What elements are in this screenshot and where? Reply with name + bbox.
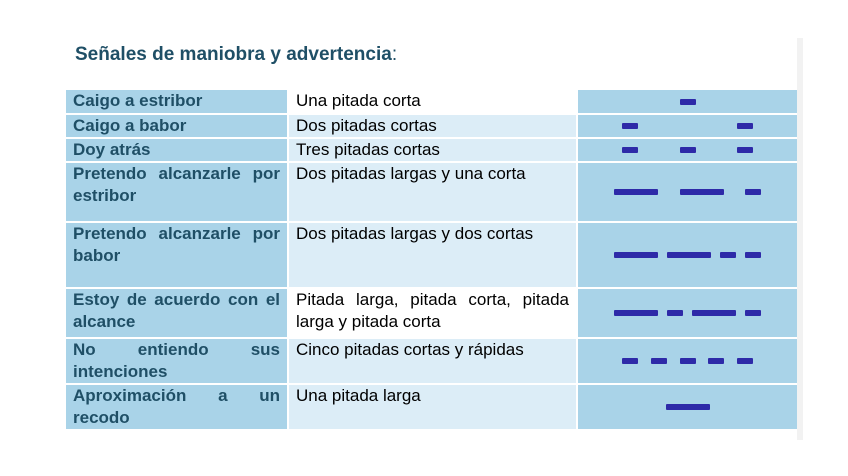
short-blast-dash [680, 99, 696, 105]
signal-description: Una pitada larga [288, 384, 577, 430]
pattern-graphic [578, 289, 797, 337]
whistle-pattern [577, 222, 797, 288]
whistle-pattern [577, 114, 797, 138]
page-edge-strip [797, 38, 803, 440]
title-colon: : [391, 44, 398, 65]
long-blast-dash [667, 252, 711, 258]
long-blast-dash [614, 189, 658, 195]
table-row [66, 138, 797, 162]
short-blast-dash [622, 123, 638, 129]
table-row [66, 222, 797, 288]
title-text: Señales de maniobra y advertencia [75, 44, 392, 65]
pattern-graphic [578, 223, 797, 287]
short-blast-dash [737, 123, 753, 129]
long-blast-dash [692, 310, 736, 316]
table-row [66, 162, 797, 222]
short-blast-dash [708, 358, 724, 364]
long-blast-dash [614, 310, 658, 316]
table-row [66, 90, 797, 114]
short-blast-dash [745, 189, 761, 195]
table-row [66, 384, 797, 430]
long-blast-dash [614, 252, 658, 258]
signal-name: Aproximación a un recodo [66, 384, 288, 430]
whistle-pattern [577, 338, 797, 384]
signal-description: Tres pitadas cortas [288, 138, 577, 162]
table-row [66, 114, 797, 138]
signal-description: Dos pitadas cortas [288, 114, 577, 138]
whistle-pattern [577, 288, 797, 338]
short-blast-dash [680, 358, 696, 364]
short-blast-dash [651, 358, 667, 364]
signal-name: Caigo a estribor [66, 90, 288, 114]
short-blast-dash [680, 147, 696, 153]
signal-name: Estoy de acuerdo con el alcance [66, 288, 288, 338]
long-blast-dash [666, 404, 710, 410]
pattern-graphic [578, 90, 797, 113]
table-row [66, 338, 797, 384]
signal-description: Cinco pitadas cortas y rápidas [288, 338, 577, 384]
signal-description: Dos pitadas largas y una corta [288, 162, 577, 222]
signal-description: Una pitada corta [288, 90, 577, 114]
short-blast-dash [622, 147, 638, 153]
signal-description: Dos pitadas largas y dos cortas [288, 222, 577, 288]
signal-name: Caigo a babor [66, 114, 288, 138]
page-title [75, 44, 397, 66]
pattern-graphic [578, 139, 797, 161]
short-blast-dash [622, 358, 638, 364]
signal-description: Pitada larga, pitada corta, pitada larga y pitada corta [288, 288, 577, 338]
pattern-graphic [578, 339, 797, 383]
pattern-graphic [578, 115, 797, 137]
short-blast-dash [737, 358, 753, 364]
pattern-graphic [578, 385, 797, 429]
signal-name: Doy atrás [66, 138, 288, 162]
signal-name: Pretendo alcanzarle por estribor [66, 162, 288, 222]
whistle-pattern [577, 138, 797, 162]
table-row [66, 288, 797, 338]
whistle-pattern [577, 384, 797, 430]
pattern-graphic [578, 163, 797, 221]
signals-table [66, 90, 797, 431]
short-blast-dash [737, 147, 753, 153]
whistle-pattern [577, 162, 797, 222]
short-blast-dash [667, 310, 683, 316]
short-blast-dash [745, 252, 761, 258]
signal-name: Pretendo alcanzarle por babor [66, 222, 288, 288]
signal-name: No entiendo sus intenciones [66, 338, 288, 384]
whistle-pattern [577, 90, 797, 114]
short-blast-dash [745, 310, 761, 316]
long-blast-dash [680, 189, 724, 195]
short-blast-dash [720, 252, 736, 258]
